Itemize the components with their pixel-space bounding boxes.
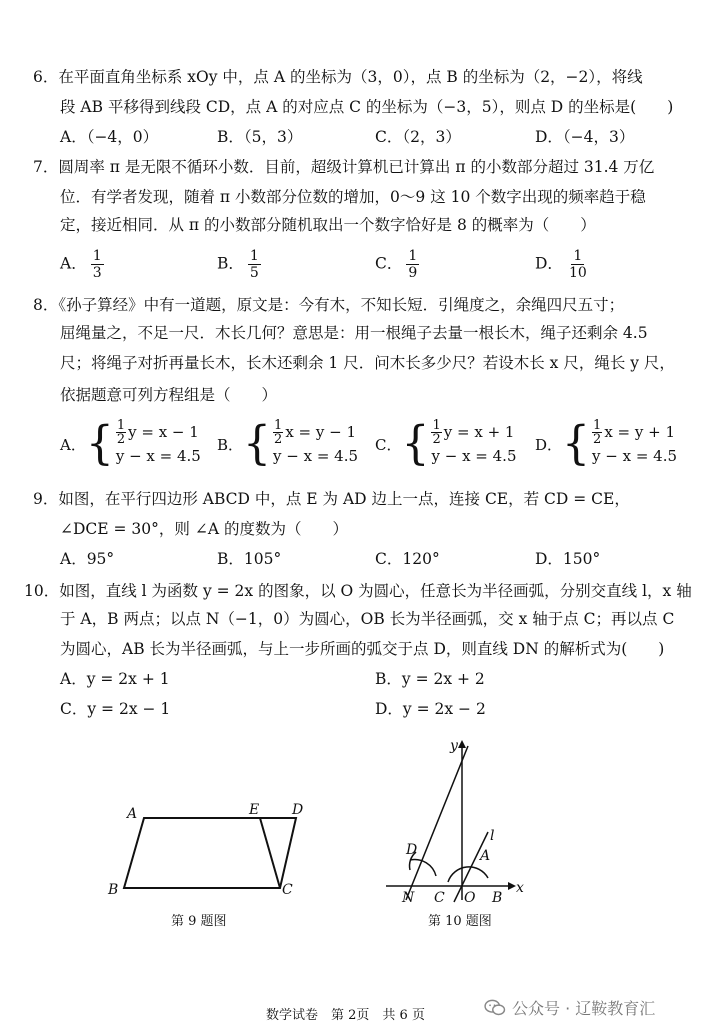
q8-option-b-letter: B． [217, 435, 244, 454]
equation-1: y = x + 1 [443, 423, 515, 441]
watermark-text: 公众号 · 辽鞍教育汇 [512, 999, 656, 1018]
q8-option-c [375, 416, 517, 471]
figure-9-parallelogram [100, 796, 310, 906]
q8-option-c-letter: C． [375, 435, 402, 454]
label-c: C [282, 882, 293, 898]
q10-line1: 10．如图，直线 l 为函数 y = 2x 的图象，以 O 为圆心，任意长为半径画弧，分别交直线 l，x 轴 [24, 582, 692, 600]
q9-option-d: D．150° [535, 550, 601, 568]
label-x: x [516, 880, 524, 896]
fraction-denominator: 3 [92, 265, 102, 281]
q6-option-b: B．（5，3） [217, 128, 303, 146]
q9-option-b: B．105° [217, 550, 282, 568]
label-b: B [492, 890, 503, 905]
label-a: A [127, 806, 138, 822]
equation-row-1 [273, 417, 358, 447]
q7-option-b-fraction [248, 248, 261, 281]
fraction-denominator: 2 [274, 431, 283, 447]
equation-row-1 [592, 417, 677, 447]
q9-option-c: C．120° [375, 550, 440, 568]
figure-10-coordinate-plot [380, 730, 530, 905]
q7-option-a-fraction [91, 248, 104, 281]
fraction-numerator: 1 [408, 248, 418, 264]
q7-option-d [535, 248, 589, 281]
label-o: O [464, 890, 476, 905]
q7-option-c [375, 248, 419, 281]
equation-row-2 [592, 444, 677, 468]
q9-option-a: A．95° [60, 550, 115, 568]
equation-2: y − x = 4.5 [273, 447, 359, 465]
half-fraction [592, 419, 602, 446]
line-dn [406, 746, 468, 900]
equation-rows [115, 417, 201, 468]
brace-glyph: { [562, 416, 591, 471]
label-b: B [108, 882, 119, 898]
q10-option-b: B．y = 2x + 2 [375, 670, 485, 688]
equation-1: y = x − 1 [128, 423, 199, 441]
fraction-denominator: 2 [116, 431, 126, 447]
fraction-numerator: 1 [274, 417, 283, 433]
fraction-denominator: 9 [408, 265, 418, 281]
page-footer: 数学试卷 第 2页 共 6 页 [266, 1008, 425, 1023]
q6-option-a: A．（−4，0） [60, 128, 159, 146]
half-fraction [273, 419, 283, 446]
q10-line2: 于 A，B 两点；以点 N（−1，0）为圆心，OB 长为半径画弧，交 x 轴于点 C；再以点 C [60, 610, 675, 628]
label-y: y [450, 738, 458, 754]
q7-line3: 定，接近相同．从 π 的小数部分随机取出一个数字恰好是 8 的概率为（ ） [60, 216, 596, 234]
q10-option-c: C．y = 2x − 1 [60, 700, 171, 718]
q8-option-a-letter: A． [60, 435, 86, 454]
equation-2: y − x = 4.5 [592, 447, 678, 465]
q9-line1: 9．如图，在平行四边形 ABCD 中，点 E 为 AD 边上一点，连接 CE，若 CD = CE， [33, 490, 630, 508]
q6-option-c: C．（2，3） [375, 128, 461, 146]
fraction-numerator: 1 [573, 248, 583, 264]
q10-line3: 为圆心，AB 长为半径画弧，与上一步所画的弧交于点 D，则直线 DN 的解析式为( ) [60, 640, 665, 658]
q9-line2: ∠DCE = 30°，则 ∠A 的度数为（ ） [60, 520, 348, 538]
q8-option-b [217, 416, 359, 471]
figure-9-caption: 第 9 题图 [171, 914, 227, 929]
q7-option-d-letter: D． [535, 254, 563, 273]
q6-option-d: D．（−4，3） [535, 128, 635, 146]
wechat-icon [484, 999, 506, 1017]
q8-line4: 依据题意可列方程组是（ ） [60, 386, 278, 404]
q8-option-a [60, 416, 201, 471]
fraction-numerator: 1 [432, 417, 441, 433]
equation-row-2 [273, 444, 358, 468]
brace-glyph: { [401, 416, 430, 471]
watermark [484, 996, 655, 1019]
equation-rows [273, 417, 359, 468]
label-e: E [249, 802, 260, 818]
equation-1: x = y − 1 [285, 423, 356, 441]
label-d: D [406, 842, 418, 858]
segment-ce [260, 818, 280, 888]
brace-glyph: { [85, 416, 114, 471]
arc-center-n [410, 859, 436, 876]
fraction-denominator: 2 [432, 431, 441, 447]
q8-line1: 8．《孙子算经》中有一道题，原文是：今有木，不知长短．引绳度之，余绳四尺五寸； [33, 296, 625, 314]
y-axis-arrow [458, 740, 466, 748]
brace-glyph: { [243, 416, 272, 471]
q7-option-c-letter: C． [375, 254, 403, 273]
fraction-numerator: 1 [593, 417, 602, 433]
equation-2: y − x = 4.5 [115, 447, 201, 465]
x-axis-arrow [508, 882, 516, 890]
equation-rows [592, 417, 678, 468]
q10-option-a: A．y = 2x + 1 [60, 670, 170, 688]
fraction-denominator: 10 [568, 265, 587, 281]
label-a: A [480, 848, 491, 864]
q8-line3: 尺；将绳子对折再量长木，长木还剩余 1 尺．问木长多少尺？若设木长 x 尺，绳长 y 尺， [60, 354, 675, 372]
label-c: C [434, 890, 445, 905]
equation-row-1 [116, 417, 201, 447]
equation-row-2 [116, 444, 201, 468]
fraction-numerator: 1 [92, 248, 102, 264]
q7-option-c-fraction [406, 248, 419, 281]
q8-option-d-letter: D． [535, 435, 563, 454]
equation-row-1 [431, 417, 516, 447]
label-l: l [490, 828, 495, 844]
q7-line1: 7．圆周率 π 是无限不循环小数．目前，超级计算机已计算出 π 的小数部分超过 31.4 万亿 [33, 158, 655, 176]
label-n: N [402, 890, 415, 905]
fraction-numerator: 1 [116, 417, 126, 433]
fraction-denominator: 5 [249, 265, 259, 281]
equation-rows [431, 417, 517, 468]
q7-option-b [217, 248, 261, 281]
fraction-numerator: 1 [249, 248, 259, 264]
q7-line2: 位．有学者发现，随着 π 小数部分位数的增加，0～9 这 10 个数字出现的频率趋于稳 [60, 188, 646, 206]
half-fraction [431, 419, 441, 446]
q7-option-a-letter: A． [60, 254, 87, 273]
q7-option-a [60, 248, 104, 281]
q6-line2: 段 AB 平移得到线段 CD，点 A 的对应点 C 的坐标为（−3，5），则点 D 的坐标是( ) [60, 98, 674, 116]
equation-row-2 [431, 444, 516, 468]
q6-line1: 6．在平面直角坐标系 xOy 中，点 A 的坐标为（3，0），点 B 的坐标为（2，−2），将线 [33, 68, 643, 86]
figure-10-caption: 第 10 题图 [428, 914, 492, 929]
q8-line2: 屈绳量之，不足一尺．木长几何？意思是：用一根绳子去量一根长木，绳子还剩余 4.5 [60, 324, 648, 342]
q7-option-b-letter: B． [217, 254, 244, 273]
half-fraction [116, 419, 126, 446]
equation-1: x = y + 1 [604, 423, 675, 441]
label-d: D [292, 802, 304, 818]
q8-option-d [535, 416, 678, 471]
q7-option-d-fraction [567, 248, 589, 281]
equation-2: y − x = 4.5 [431, 447, 517, 465]
q10-option-d: D．y = 2x − 2 [375, 700, 486, 718]
fraction-denominator: 2 [593, 431, 602, 447]
